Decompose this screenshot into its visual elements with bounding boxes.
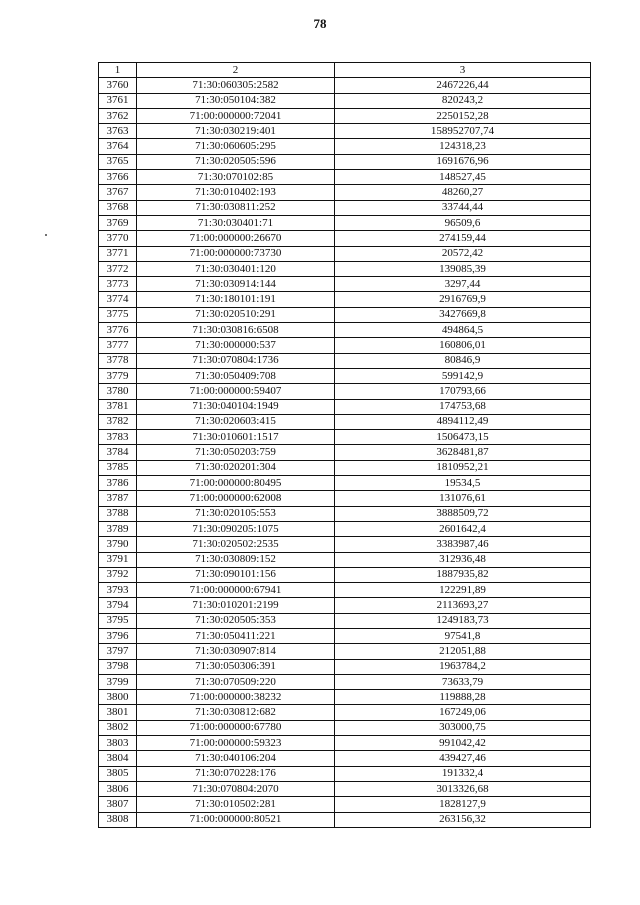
cadastral-number: 71:00:000000:62008: [137, 491, 335, 506]
table-row: [99, 368, 591, 383]
cadastral-number: 71:30:020510:291: [137, 307, 335, 322]
cadastral-number: 71:30:050104:382: [137, 93, 335, 108]
cadastral-number: 71:30:020502:2535: [137, 537, 335, 552]
row-number: 3791: [99, 552, 137, 567]
cadastral-value: 3888509,72: [335, 506, 591, 521]
table-row: [99, 170, 591, 185]
cadastral-number: 71:30:030816:6508: [137, 323, 335, 338]
row-number: 3774: [99, 292, 137, 307]
table-row: [99, 323, 591, 338]
row-number: 3765: [99, 154, 137, 169]
table-row: [99, 567, 591, 582]
table-row: [99, 292, 591, 307]
row-number: 3767: [99, 185, 137, 200]
cadastral-value: 3427669,8: [335, 307, 591, 322]
table-row: [99, 766, 591, 781]
cadastral-number: 71:30:070102:85: [137, 170, 335, 185]
table-row: [99, 751, 591, 766]
cadastral-value: 439427,46: [335, 751, 591, 766]
row-number: 3808: [99, 812, 137, 827]
table-row: [99, 720, 591, 735]
row-number: 3799: [99, 674, 137, 689]
cadastral-number: 71:00:000000:67780: [137, 720, 335, 735]
table-row: [99, 93, 591, 108]
cadastral-value: 2601642,4: [335, 521, 591, 536]
table-row: [99, 460, 591, 475]
row-number: 3806: [99, 781, 137, 796]
row-number: 3761: [99, 93, 137, 108]
cadastral-value: 2467226,44: [335, 78, 591, 93]
table-row: [99, 338, 591, 353]
table-row: [99, 185, 591, 200]
cadastral-number: 71:30:030811:252: [137, 200, 335, 215]
row-number: 3801: [99, 705, 137, 720]
table-row: [99, 445, 591, 460]
table-row: [99, 353, 591, 368]
table-row: [99, 246, 591, 261]
cadastral-value: 80846,9: [335, 353, 591, 368]
cadastral-value: 263156,32: [335, 812, 591, 827]
table-row: [99, 215, 591, 230]
row-number: 3769: [99, 215, 137, 230]
row-number: 3795: [99, 613, 137, 628]
cadastral-value: 599142,9: [335, 368, 591, 383]
cadastral-value: 1828127,9: [335, 797, 591, 812]
cadastral-value: 20572,42: [335, 246, 591, 261]
cadastral-value-table: [98, 62, 591, 828]
cadastral-number: 71:30:070228:176: [137, 766, 335, 781]
table-row: [99, 491, 591, 506]
cadastral-number: 71:30:050411:221: [137, 628, 335, 643]
column-header-number: 1: [99, 63, 137, 78]
cadastral-number: 71:30:010502:281: [137, 797, 335, 812]
row-number: 3763: [99, 124, 137, 139]
cadastral-value: 167249,06: [335, 705, 591, 720]
cadastral-number: 71:30:050203:759: [137, 445, 335, 460]
row-number: 3807: [99, 797, 137, 812]
cadastral-number: 71:30:000000:537: [137, 338, 335, 353]
cadastral-value: 73633,79: [335, 674, 591, 689]
column-header-cadastral-number: 2: [137, 63, 335, 78]
row-number: 3770: [99, 231, 137, 246]
table-row: [99, 659, 591, 674]
cadastral-value: 303000,75: [335, 720, 591, 735]
row-number: 3777: [99, 338, 137, 353]
row-number: 3772: [99, 261, 137, 276]
page-number: 78: [313, 16, 327, 31]
cadastral-value: 158952707,74: [335, 124, 591, 139]
table-row: [99, 812, 591, 827]
cadastral-value: 494864,5: [335, 323, 591, 338]
table-row: [99, 583, 591, 598]
row-number: 3783: [99, 430, 137, 445]
cadastral-value: 97541,8: [335, 628, 591, 643]
row-number: 3804: [99, 751, 137, 766]
cadastral-number: 71:00:000000:38232: [137, 690, 335, 705]
cadastral-value: 119888,28: [335, 690, 591, 705]
row-number: 3794: [99, 598, 137, 613]
cadastral-value: 3013326,68: [335, 781, 591, 796]
row-number: 3792: [99, 567, 137, 582]
cadastral-number: 71:30:030809:152: [137, 552, 335, 567]
cadastral-number: 71:30:020505:596: [137, 154, 335, 169]
cadastral-number: 71:30:030219:401: [137, 124, 335, 139]
cadastral-value: 312936,48: [335, 552, 591, 567]
table-row: [99, 261, 591, 276]
row-number: 3780: [99, 384, 137, 399]
row-number: 3773: [99, 277, 137, 292]
cadastral-number: 71:30:040104:1949: [137, 399, 335, 414]
cadastral-value: 174753,68: [335, 399, 591, 414]
row-number: 3785: [99, 460, 137, 475]
cadastral-value: 122291,89: [335, 583, 591, 598]
table-row: [99, 414, 591, 429]
row-number: 3788: [99, 506, 137, 521]
cadastral-number: 71:30:010601:1517: [137, 430, 335, 445]
cadastral-value: 139085,39: [335, 261, 591, 276]
table-row: [99, 613, 591, 628]
row-number: 3778: [99, 353, 137, 368]
cadastral-number: 71:30:020105:553: [137, 506, 335, 521]
row-number: 3787: [99, 491, 137, 506]
cadastral-number: 71:30:090205:1075: [137, 521, 335, 536]
cadastral-number: 71:30:020201:304: [137, 460, 335, 475]
table-row: [99, 139, 591, 154]
row-number: 3776: [99, 323, 137, 338]
table-row: [99, 307, 591, 322]
table-row: [99, 78, 591, 93]
cadastral-number: 71:30:040106:204: [137, 751, 335, 766]
cadastral-number: 71:00:000000:59407: [137, 384, 335, 399]
cadastral-value: 212051,88: [335, 644, 591, 659]
row-number: 3796: [99, 628, 137, 643]
table-row: [99, 736, 591, 751]
cadastral-value: 1691676,96: [335, 154, 591, 169]
cadastral-number: 71:30:020505:353: [137, 613, 335, 628]
row-number: 3798: [99, 659, 137, 674]
cadastral-number: 71:30:030401:71: [137, 215, 335, 230]
cadastral-value: 2250152,28: [335, 108, 591, 123]
row-number: 3764: [99, 139, 137, 154]
cadastral-value: 3628481,87: [335, 445, 591, 460]
row-number: 3781: [99, 399, 137, 414]
cadastral-value: 3297,44: [335, 277, 591, 292]
cadastral-number: 71:00:000000:73730: [137, 246, 335, 261]
cadastral-value: 1887935,82: [335, 567, 591, 582]
table-row: [99, 537, 591, 552]
cadastral-number: 71:30:070509:220: [137, 674, 335, 689]
table-row: [99, 154, 591, 169]
cadastral-number: 71:00:000000:59323: [137, 736, 335, 751]
row-number: 3797: [99, 644, 137, 659]
row-number: 3766: [99, 170, 137, 185]
table-header-row: [99, 63, 591, 78]
table-row: [99, 277, 591, 292]
table-row: [99, 797, 591, 812]
cadastral-value: 48260,27: [335, 185, 591, 200]
row-number: 3784: [99, 445, 137, 460]
cadastral-value: 1506473,15: [335, 430, 591, 445]
cadastral-number: 71:30:010402:193: [137, 185, 335, 200]
table-row: [99, 628, 591, 643]
table-row: [99, 521, 591, 536]
cadastral-number: 71:30:030907:814: [137, 644, 335, 659]
cadastral-number: 71:30:070804:1736: [137, 353, 335, 368]
cadastral-number: 71:30:060605:295: [137, 139, 335, 154]
row-number: 3790: [99, 537, 137, 552]
scan-speck: [45, 234, 47, 236]
row-number: 3760: [99, 78, 137, 93]
row-number: 3789: [99, 521, 137, 536]
table-row: [99, 644, 591, 659]
row-number: 3793: [99, 583, 137, 598]
cadastral-value: 96509,6: [335, 215, 591, 230]
cadastral-number: 71:30:070804:2070: [137, 781, 335, 796]
cadastral-number: 71:30:030914:144: [137, 277, 335, 292]
cadastral-value: 1963784,2: [335, 659, 591, 674]
row-number: 3771: [99, 246, 137, 261]
row-number: 3779: [99, 368, 137, 383]
cadastral-number: 71:30:180101:191: [137, 292, 335, 307]
table-row: [99, 430, 591, 445]
cadastral-number: 71:00:000000:67941: [137, 583, 335, 598]
column-header-value: 3: [335, 63, 591, 78]
cadastral-value: 3383987,46: [335, 537, 591, 552]
cadastral-number: 71:30:090101:156: [137, 567, 335, 582]
cadastral-number: 71:00:000000:72041: [137, 108, 335, 123]
row-number: 3775: [99, 307, 137, 322]
table-row: [99, 552, 591, 567]
cadastral-number: 71:00:000000:80521: [137, 812, 335, 827]
cadastral-value: 19534,5: [335, 476, 591, 491]
cadastral-number: 71:00:000000:80495: [137, 476, 335, 491]
cadastral-number: 71:30:030812:682: [137, 705, 335, 720]
table-row: [99, 384, 591, 399]
cadastral-number: 71:30:060305:2582: [137, 78, 335, 93]
table-row: [99, 476, 591, 491]
table-body: [99, 78, 591, 828]
cadastral-value: 4894112,49: [335, 414, 591, 429]
table-row: [99, 200, 591, 215]
cadastral-value: 2916769,9: [335, 292, 591, 307]
row-number: 3786: [99, 476, 137, 491]
row-number: 3800: [99, 690, 137, 705]
cadastral-value: 1249183,73: [335, 613, 591, 628]
cadastral-value: 991042,42: [335, 736, 591, 751]
row-number: 3782: [99, 414, 137, 429]
cadastral-number: 71:30:050409:708: [137, 368, 335, 383]
cadastral-value: 170793,66: [335, 384, 591, 399]
cadastral-number: 71:30:050306:391: [137, 659, 335, 674]
row-number: 3768: [99, 200, 137, 215]
cadastral-number: 71:30:020603:415: [137, 414, 335, 429]
cadastral-value: 131076,61: [335, 491, 591, 506]
row-number: 3802: [99, 720, 137, 735]
table-row: [99, 705, 591, 720]
cadastral-value: 124318,23: [335, 139, 591, 154]
table-row: [99, 124, 591, 139]
table-row: [99, 231, 591, 246]
row-number: 3805: [99, 766, 137, 781]
cadastral-number: 71:30:030401:120: [137, 261, 335, 276]
cadastral-value: 160806,01: [335, 338, 591, 353]
row-number: 3762: [99, 108, 137, 123]
table-row: [99, 506, 591, 521]
cadastral-value: 274159,44: [335, 231, 591, 246]
cadastral-value: 2113693,27: [335, 598, 591, 613]
cadastral-value: 148527,45: [335, 170, 591, 185]
table-row: [99, 781, 591, 796]
cadastral-number: 71:30:010201:2199: [137, 598, 335, 613]
table-row: [99, 598, 591, 613]
table-row: [99, 399, 591, 414]
cadastral-value: 1810952,21: [335, 460, 591, 475]
cadastral-value: 191332,4: [335, 766, 591, 781]
table-row: [99, 674, 591, 689]
cadastral-value: 820243,2: [335, 93, 591, 108]
table-row: [99, 690, 591, 705]
cadastral-number: 71:00:000000:26670: [137, 231, 335, 246]
table-row: [99, 108, 591, 123]
cadastral-value: 33744,44: [335, 200, 591, 215]
row-number: 3803: [99, 736, 137, 751]
